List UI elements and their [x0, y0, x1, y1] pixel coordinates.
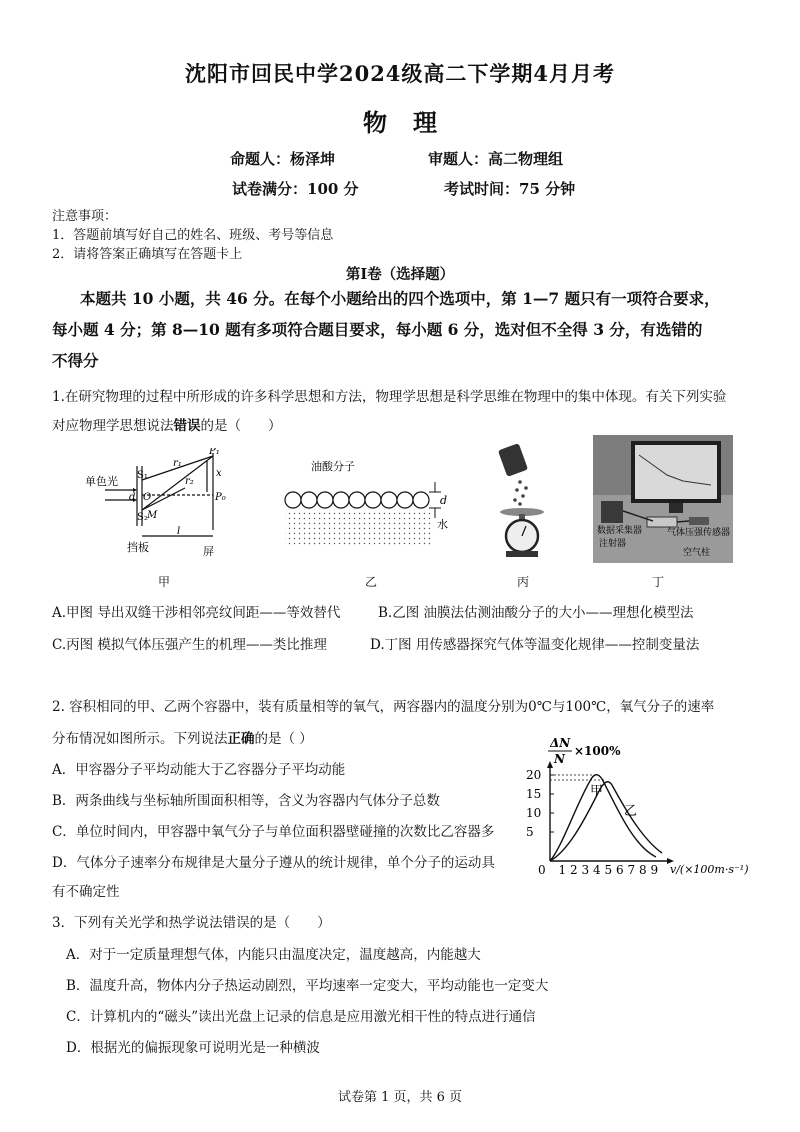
q2-option-a: A．甲容器分子平均动能大于乙容器分子平均动能 [52, 762, 346, 778]
y-tick-label: 20 [526, 768, 542, 782]
q1-option-c: C.丙图 模拟气体压强产生的机理——类比推理 [52, 637, 327, 653]
graph-xlabel: v/(×100m·s⁻¹) [670, 863, 749, 876]
series-label-yi: 乙 [624, 804, 638, 819]
q2-stem-pre: 分布情况如图所示。下列说法 [52, 731, 228, 747]
label-sensor: 气体压强传感器 [667, 528, 731, 538]
x-tick-label: 2 [570, 863, 578, 877]
q3-option-c: C．计算机内的“磁头”读出光盘上记录的信息是应用激光相干性的特点进行通信 [66, 1009, 536, 1025]
q3-stem: 3．下列有关光学和热学说法错误的是（ ） [52, 915, 331, 931]
q2-stem-line2 [52, 727, 313, 747]
reviewer: 审题人：高二物理组 [428, 150, 564, 168]
caption-ding: 丁 [652, 575, 665, 589]
q3-option-a: A．对于一定质量理想气体，内能只由温度决定，温度越高，内能越大 [66, 947, 481, 963]
x-tick-label: 0 [538, 863, 546, 877]
label-l: l [177, 526, 181, 537]
x-tick-label: 3 [581, 863, 590, 877]
q3-option-b: B．温度升高，物体内分子热运动剧烈，平均速率一定变大，平均动能也一定变大 [66, 978, 549, 994]
x-tick-label: 6 [616, 863, 624, 877]
label-p1: P₁ [209, 448, 220, 457]
label-m: M [147, 510, 158, 521]
setter: 命题人：杨泽坤 [230, 150, 336, 168]
q2-stem-line1: 2. 容积相同的甲、乙两个容器中，装有质量相等的氧气，两容器内的温度分别为0℃与100℃，氧气分子的速率 [52, 699, 715, 715]
x-tick-label: 7 [627, 863, 636, 877]
label-screen: 屏 [203, 545, 214, 558]
q2-option-c: C．单位时间内，甲容器中氧气分子与单位面积器壁碰撞的次数比乙容器多 [52, 824, 495, 840]
q1-option-b: B.乙图 油膜法估测油酸分子的大小——理想化模型法 [378, 605, 694, 621]
label-o: O [143, 492, 152, 503]
label-collector: 数据采集器 [597, 526, 643, 536]
section-intro-line: 本题共 10 小题，共 46 分。在每个小题给出的四个选项中，第 1—7 题只有一项符合要求， [80, 289, 720, 308]
label-board: 挡板 [127, 541, 149, 554]
graph-ylabel-suffix: ×100% [574, 744, 621, 758]
label-r1: r₁ [173, 458, 182, 469]
q1-option-a: A.甲图 导出双缝干涉相邻亮纹间距——等效替代 [52, 605, 341, 621]
label-d: d [129, 492, 136, 503]
q1-option-d: D.丁图 用传感器探究气体等温变化规律——控制变量法 [370, 637, 700, 653]
note-item: 1．答题前填写好自己的姓名、班级、考号等信息 [52, 228, 334, 243]
graph-ylabel-num: ΔN [550, 736, 571, 750]
label-air: 空气柱 [683, 548, 711, 558]
q1-stem-line1: 1.在研究物理的过程中所形成的许多科学思想和方法，物理学思想是科学思维在物理中的集中体现。有关下列实验 [52, 389, 727, 405]
q2-stem-emphasis: 正确 [227, 731, 255, 747]
x-tick-label: 9 [650, 863, 659, 877]
figure-sensor-photo [593, 435, 733, 563]
q2-stem-post: 的是（ ） [254, 731, 313, 747]
y-tick-label: 10 [526, 806, 542, 820]
exam-title: 沈阳市回民中学2024级高二下学期4月月考 [184, 61, 616, 86]
label-syringe: 注射器 [599, 539, 627, 549]
label-p0: P₀ [215, 492, 226, 503]
note-item: 2．请将答案正确填写在答题卡上 [52, 247, 243, 262]
x-tick-label: 5 [604, 863, 613, 877]
label-light: 单色光 [85, 475, 118, 488]
series-label-jia: 甲 [590, 784, 604, 799]
graph-ylabel-den: N [554, 752, 565, 766]
section-title: 第Ⅰ卷（选择题） [345, 266, 455, 283]
x-tick-label: 8 [639, 863, 647, 877]
label-film-d: d [440, 494, 448, 507]
q2-option-d-cont: 有不确定性 [52, 884, 120, 900]
q1-stem-line2 [52, 414, 282, 434]
figure-oil-film [283, 452, 453, 552]
q2-option-b: B．两条曲线与坐标轴所围面积相等，含义为容器内气体分子总数 [52, 793, 440, 809]
label-s1: S₁ [137, 470, 148, 481]
y-tick-label: 15 [526, 787, 542, 801]
label-x: x [216, 468, 222, 479]
label-molecule: 油酸分子 [311, 460, 355, 473]
y-tick-label: 5 [526, 825, 534, 839]
caption-jia: 甲 [158, 575, 171, 589]
caption-bing: 丙 [517, 575, 530, 589]
q1-stem-pre: 对应物理学思想说法 [52, 418, 174, 434]
page-footer: 试卷第 1 页，共 6 页 [337, 1090, 463, 1105]
q3-option-d: D．根据光的偏振现象可说明光是一种横波 [66, 1040, 320, 1056]
label-water: 水 [437, 518, 448, 531]
exam-time: 考试时间：75 分钟 [444, 180, 576, 198]
label-s2: S₂ [137, 512, 148, 523]
caption-yi: 乙 [365, 575, 378, 589]
section-intro-line: 每小题 4 分；第 8—10 题有多项符合题目要求，每小题 6 分，选对但不全得 3 分，有选错的 [52, 320, 703, 339]
figure-scale-beans [490, 440, 560, 560]
figure-double-slit [85, 448, 235, 560]
notes-heading: 注意事项： [52, 209, 118, 224]
section-intro-line: 不得分 [52, 351, 99, 370]
subject-title: 物理 [363, 108, 463, 137]
q2-option-d: D．气体分子速率分布规律是大量分子遵从的统计规律，单个分子的运动具 [52, 855, 495, 871]
full-score: 试卷满分：100 分 [232, 180, 359, 198]
q1-stem-emphasis: 错误 [173, 418, 201, 434]
speed-distribution-graph [520, 735, 780, 885]
x-tick-label: 1 [558, 863, 567, 877]
label-r2: r₂ [185, 476, 194, 487]
x-tick-label: 4 [593, 863, 601, 877]
q1-stem-post: 的是（ ） [200, 418, 282, 434]
